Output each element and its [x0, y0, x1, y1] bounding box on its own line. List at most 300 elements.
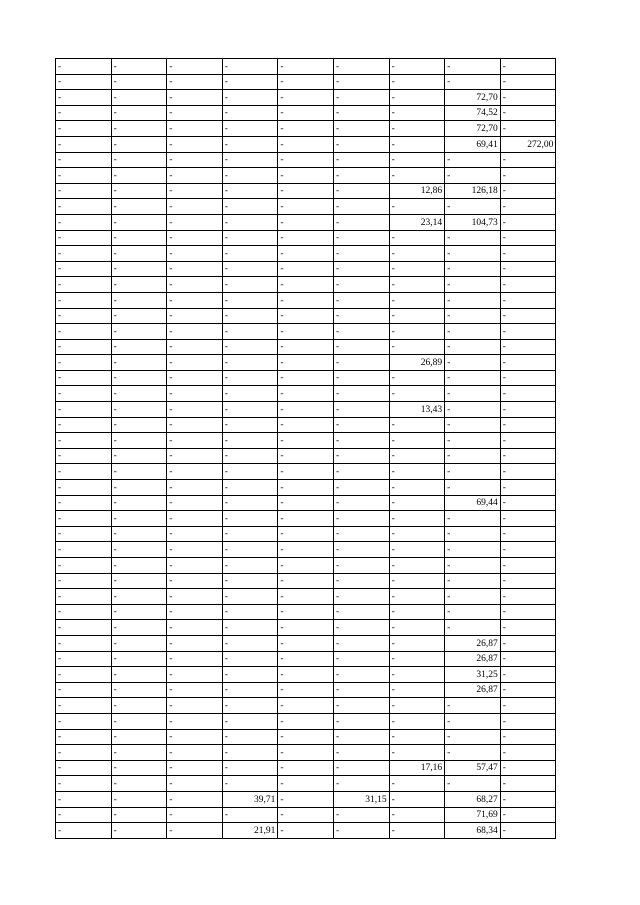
table-cell: -	[167, 292, 223, 308]
table-cell: -	[167, 152, 223, 168]
table-cell: -	[445, 433, 501, 449]
table-cell: -	[222, 90, 278, 106]
table-row	[56, 682, 556, 698]
table-cell: -	[333, 277, 389, 293]
table-cell: -	[111, 324, 167, 340]
table-cell: -	[389, 168, 445, 184]
table-cell: -	[167, 698, 223, 714]
table-cell: -	[389, 791, 445, 807]
table-cell: -	[500, 573, 556, 589]
table-cell: -	[333, 105, 389, 121]
table-cell: -	[500, 246, 556, 262]
table-cell: -	[111, 604, 167, 620]
table-cell: -	[389, 651, 445, 667]
table-cell: -	[56, 807, 112, 823]
table-cell: -	[111, 542, 167, 558]
table-cell: -	[222, 121, 278, 137]
table-row	[56, 370, 556, 386]
table-cell: -	[111, 308, 167, 324]
table-cell: 72,70	[445, 90, 501, 106]
table-cell: -	[111, 776, 167, 792]
table-cell: -	[500, 59, 556, 75]
table-cell: -	[445, 604, 501, 620]
table-cell: -	[278, 121, 334, 137]
table-cell: -	[278, 168, 334, 184]
table-cell: -	[445, 386, 501, 402]
table-cell: -	[500, 464, 556, 480]
table-cell: -	[111, 74, 167, 90]
table-cell: -	[222, 59, 278, 75]
table-cell: -	[278, 324, 334, 340]
table-cell: -	[333, 464, 389, 480]
table-cell: -	[56, 402, 112, 418]
table-cell: -	[333, 246, 389, 262]
table-cell: -	[445, 199, 501, 215]
table-cell: -	[167, 589, 223, 605]
table-cell: -	[111, 620, 167, 636]
table-cell: -	[278, 589, 334, 605]
table-cell: -	[500, 713, 556, 729]
table-cell: -	[389, 776, 445, 792]
table-cell: -	[56, 277, 112, 293]
table-cell: -	[389, 386, 445, 402]
table-cell: -	[389, 620, 445, 636]
table-cell: -	[333, 90, 389, 106]
table-cell: -	[333, 589, 389, 605]
table-cell: -	[222, 136, 278, 152]
table-row	[56, 558, 556, 574]
table-cell: -	[500, 168, 556, 184]
table-cell: -	[500, 386, 556, 402]
table-cell: -	[445, 589, 501, 605]
table-cell: -	[389, 308, 445, 324]
table-cell: -	[278, 386, 334, 402]
table-cell: 26,87	[445, 682, 501, 698]
table-cell: -	[167, 370, 223, 386]
table-cell: 68,27	[445, 791, 501, 807]
table-cell: 26,89	[389, 355, 445, 371]
table-cell: 126,18	[445, 183, 501, 199]
table-cell: -	[167, 495, 223, 511]
table-cell: -	[56, 558, 112, 574]
table-cell: -	[500, 651, 556, 667]
table-cell: -	[167, 261, 223, 277]
table-cell: -	[167, 386, 223, 402]
table-cell: -	[278, 558, 334, 574]
table-cell: -	[333, 168, 389, 184]
table-cell: -	[222, 542, 278, 558]
table-cell: -	[500, 667, 556, 683]
table-cell: -	[111, 261, 167, 277]
table-cell: -	[56, 168, 112, 184]
table-cell: -	[222, 511, 278, 527]
table-row	[56, 199, 556, 215]
table-cell: -	[111, 386, 167, 402]
table-cell: -	[389, 246, 445, 262]
table-cell: -	[222, 324, 278, 340]
table-cell: -	[222, 355, 278, 371]
table-cell: -	[333, 261, 389, 277]
table-cell: -	[389, 511, 445, 527]
table-cell: -	[389, 635, 445, 651]
table-cell: -	[222, 713, 278, 729]
table-cell: -	[500, 495, 556, 511]
table-cell: -	[56, 713, 112, 729]
table-cell: -	[111, 589, 167, 605]
table-cell: -	[111, 402, 167, 418]
table-cell: -	[222, 246, 278, 262]
table-cell: -	[278, 370, 334, 386]
table-row	[56, 667, 556, 683]
table-cell: -	[278, 74, 334, 90]
table-cell: -	[56, 136, 112, 152]
table-cell: -	[445, 370, 501, 386]
table-cell: -	[222, 261, 278, 277]
table-cell: -	[222, 526, 278, 542]
table-cell: -	[167, 121, 223, 137]
table-cell: -	[167, 59, 223, 75]
table-row	[56, 59, 556, 75]
table-cell: -	[278, 230, 334, 246]
table-cell: 71,69	[445, 807, 501, 823]
table-cell: -	[111, 105, 167, 121]
table-cell: -	[445, 59, 501, 75]
table-cell: -	[56, 776, 112, 792]
table-cell: -	[389, 105, 445, 121]
table-cell: 31,15	[333, 791, 389, 807]
table-cell: -	[500, 105, 556, 121]
table-cell: -	[389, 713, 445, 729]
table-cell: -	[167, 183, 223, 199]
table-cell: -	[167, 791, 223, 807]
table-cell: -	[222, 152, 278, 168]
table-row	[56, 386, 556, 402]
table-row	[56, 511, 556, 527]
table-cell: -	[167, 573, 223, 589]
table-row	[56, 246, 556, 262]
table-cell: -	[111, 698, 167, 714]
table-cell: -	[222, 620, 278, 636]
table-cell: -	[111, 511, 167, 527]
table-cell: -	[167, 355, 223, 371]
table-cell: -	[389, 74, 445, 90]
table-cell: -	[389, 370, 445, 386]
table-cell: -	[111, 168, 167, 184]
table-cell: -	[56, 823, 112, 839]
table-cell: -	[56, 620, 112, 636]
table-cell: -	[222, 339, 278, 355]
table-cell: -	[278, 448, 334, 464]
table-cell: -	[500, 417, 556, 433]
table-cell: -	[111, 230, 167, 246]
table-cell: -	[167, 246, 223, 262]
table-cell: -	[167, 729, 223, 745]
table-cell: -	[111, 183, 167, 199]
table-cell: -	[111, 199, 167, 215]
table-cell: -	[445, 573, 501, 589]
table-cell: -	[278, 355, 334, 371]
table-cell: -	[222, 495, 278, 511]
table-cell: -	[389, 199, 445, 215]
table-cell: -	[333, 324, 389, 340]
table-cell: -	[500, 183, 556, 199]
table-cell: -	[389, 807, 445, 823]
table-cell: -	[445, 620, 501, 636]
table-cell: -	[56, 604, 112, 620]
table-cell: -	[445, 713, 501, 729]
table-cell: -	[389, 339, 445, 355]
table-cell: -	[56, 230, 112, 246]
table-cell: -	[111, 339, 167, 355]
table-cell: -	[500, 558, 556, 574]
table-cell: 17,16	[389, 760, 445, 776]
table-cell: -	[278, 152, 334, 168]
table-cell: -	[389, 542, 445, 558]
table-cell: -	[445, 277, 501, 293]
table-cell: -	[56, 246, 112, 262]
table-cell: 272,00	[500, 136, 556, 152]
table-cell: -	[500, 324, 556, 340]
table-cell: -	[222, 729, 278, 745]
table-cell: 13,43	[389, 402, 445, 418]
table-cell: -	[56, 74, 112, 90]
table-cell: -	[445, 230, 501, 246]
table-cell: -	[167, 74, 223, 90]
table-cell: -	[56, 480, 112, 496]
table-row	[56, 121, 556, 137]
table-row	[56, 230, 556, 246]
table-cell: -	[500, 402, 556, 418]
table-cell: -	[445, 776, 501, 792]
table-row	[56, 277, 556, 293]
table-cell: -	[500, 230, 556, 246]
table-cell: -	[333, 698, 389, 714]
table-cell: -	[222, 74, 278, 90]
table-cell: -	[500, 745, 556, 761]
table-cell: -	[500, 90, 556, 106]
table-cell: -	[111, 90, 167, 106]
table-row	[56, 542, 556, 558]
table-cell: -	[111, 526, 167, 542]
table-cell: 68,34	[445, 823, 501, 839]
table-cell: -	[500, 214, 556, 230]
table-cell: -	[56, 791, 112, 807]
table-cell: -	[278, 823, 334, 839]
table-row	[56, 214, 556, 230]
table-cell: -	[445, 542, 501, 558]
table-cell: -	[111, 573, 167, 589]
table-cell: -	[56, 90, 112, 106]
table-body	[56, 59, 556, 839]
table-row	[56, 635, 556, 651]
table-row	[56, 791, 556, 807]
table-cell: -	[56, 121, 112, 137]
table-cell: -	[278, 433, 334, 449]
table-cell: -	[389, 558, 445, 574]
table-row	[56, 417, 556, 433]
table-cell: -	[333, 667, 389, 683]
table-cell: 21,91	[222, 823, 278, 839]
table-cell: -	[56, 370, 112, 386]
table-row	[56, 168, 556, 184]
table-cell: -	[333, 121, 389, 137]
table-row	[56, 713, 556, 729]
table-cell: -	[389, 604, 445, 620]
table-cell: -	[222, 214, 278, 230]
table-cell: -	[167, 682, 223, 698]
table-cell: -	[389, 230, 445, 246]
table-cell: -	[389, 261, 445, 277]
table-cell: -	[445, 745, 501, 761]
table-cell: -	[56, 183, 112, 199]
table-row	[56, 261, 556, 277]
table-cell: -	[167, 402, 223, 418]
table-cell: -	[167, 651, 223, 667]
table-cell: -	[445, 324, 501, 340]
table-cell: -	[333, 495, 389, 511]
table-cell: -	[167, 136, 223, 152]
table-cell: -	[333, 635, 389, 651]
table-cell: -	[278, 807, 334, 823]
table-cell: -	[111, 495, 167, 511]
table-row	[56, 620, 556, 636]
table-cell: -	[445, 511, 501, 527]
table-cell: -	[111, 745, 167, 761]
table-cell: -	[167, 480, 223, 496]
table-row	[56, 136, 556, 152]
table-cell: -	[222, 402, 278, 418]
table-cell: -	[389, 745, 445, 761]
table-cell: -	[333, 152, 389, 168]
table-cell: -	[445, 558, 501, 574]
table-cell: -	[278, 214, 334, 230]
table-cell: -	[167, 542, 223, 558]
table-cell: -	[56, 324, 112, 340]
table-cell: -	[222, 589, 278, 605]
table-cell: -	[167, 308, 223, 324]
table-cell: -	[389, 573, 445, 589]
table-cell: -	[389, 667, 445, 683]
table-row	[56, 355, 556, 371]
table-cell: -	[111, 433, 167, 449]
table-cell: -	[445, 464, 501, 480]
table-cell: -	[278, 682, 334, 698]
table-cell: -	[333, 370, 389, 386]
table-cell: -	[389, 292, 445, 308]
table-cell: -	[111, 136, 167, 152]
table-cell: -	[445, 480, 501, 496]
table-row	[56, 339, 556, 355]
table-cell: -	[333, 526, 389, 542]
table-cell: -	[333, 480, 389, 496]
table-cell: -	[500, 698, 556, 714]
table-cell: -	[222, 230, 278, 246]
table-cell: -	[278, 791, 334, 807]
table-cell: -	[56, 464, 112, 480]
table-cell: -	[167, 230, 223, 246]
table-cell: -	[278, 261, 334, 277]
table-cell: -	[333, 729, 389, 745]
table-cell: -	[278, 277, 334, 293]
table-cell: -	[167, 324, 223, 340]
table-cell: -	[333, 230, 389, 246]
table-cell: -	[222, 370, 278, 386]
table-cell: 12,86	[389, 183, 445, 199]
table-cell: -	[389, 152, 445, 168]
table-cell: -	[167, 745, 223, 761]
table-cell: -	[222, 292, 278, 308]
table-cell: -	[333, 136, 389, 152]
table-row	[56, 464, 556, 480]
table-cell: -	[222, 682, 278, 698]
table-cell: -	[56, 355, 112, 371]
table-cell: -	[56, 745, 112, 761]
table-cell: -	[333, 448, 389, 464]
table-cell: -	[111, 651, 167, 667]
table-cell: -	[56, 635, 112, 651]
data-table	[55, 58, 556, 839]
table-cell: -	[56, 589, 112, 605]
table-cell: -	[111, 713, 167, 729]
table-cell: -	[222, 807, 278, 823]
table-row	[56, 729, 556, 745]
table-cell: 104,73	[445, 214, 501, 230]
table-cell: -	[333, 511, 389, 527]
table-row	[56, 589, 556, 605]
table-cell: -	[222, 308, 278, 324]
table-cell: -	[167, 760, 223, 776]
table-cell: -	[278, 542, 334, 558]
table-cell: -	[389, 526, 445, 542]
table-cell: -	[333, 620, 389, 636]
table-cell: -	[389, 589, 445, 605]
table-row	[56, 433, 556, 449]
table-cell: -	[389, 464, 445, 480]
table-cell: -	[500, 448, 556, 464]
table-cell: -	[167, 433, 223, 449]
table-cell: -	[389, 121, 445, 137]
table-cell: -	[278, 183, 334, 199]
table-cell: -	[445, 526, 501, 542]
table-cell: -	[445, 729, 501, 745]
table-cell: -	[222, 558, 278, 574]
table-row	[56, 495, 556, 511]
table-cell: -	[222, 464, 278, 480]
table-cell: -	[389, 324, 445, 340]
table-cell: -	[500, 433, 556, 449]
table-cell: -	[389, 433, 445, 449]
table-cell: -	[389, 729, 445, 745]
table-cell: -	[333, 402, 389, 418]
table-cell: -	[278, 136, 334, 152]
table-cell: -	[500, 74, 556, 90]
table-cell: -	[111, 214, 167, 230]
table-cell: -	[445, 448, 501, 464]
table-cell: -	[333, 433, 389, 449]
table-cell: -	[500, 620, 556, 636]
table-cell: -	[333, 199, 389, 215]
table-cell: -	[389, 698, 445, 714]
table-cell: 69,44	[445, 495, 501, 511]
table-cell: -	[500, 682, 556, 698]
table-cell: -	[278, 480, 334, 496]
table-cell: -	[278, 713, 334, 729]
table-cell: -	[500, 370, 556, 386]
table-cell: -	[167, 448, 223, 464]
table-cell: -	[222, 745, 278, 761]
table-cell: -	[389, 823, 445, 839]
table-cell: -	[222, 277, 278, 293]
